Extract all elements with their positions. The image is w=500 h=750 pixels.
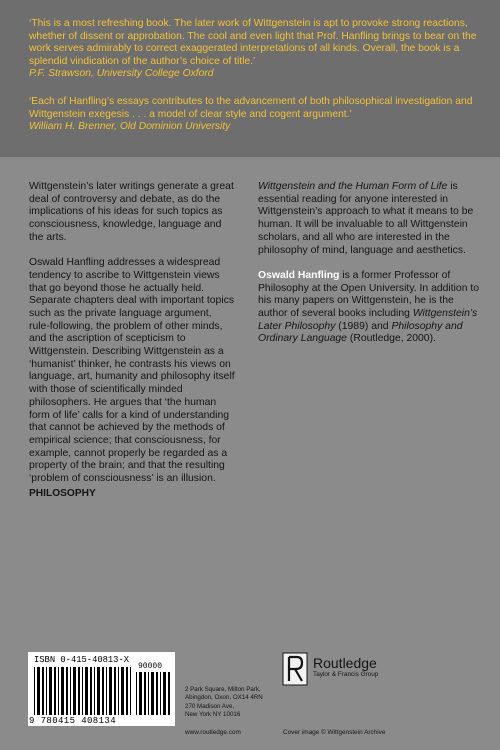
publisher-group: Taylor & Francis Group (313, 671, 379, 678)
isbn-number: 9 780415 408134 (29, 716, 117, 726)
review-quote-1-source: P.F. Strawson, University College Oxford (29, 68, 214, 80)
address-uk-line-1: 2 Park Square, Milton Park, (185, 686, 261, 693)
author-book-2: Philosophy and Ordinary Language (258, 320, 463, 345)
address-uk-line-2: Abingdon, Oxon, OX14 4RN (185, 694, 263, 701)
address-us (185, 703, 240, 719)
blurb-paragraph-3-text: is essential reading for anyone interested in Wittgenstein’s approach to what it means to be human. It will be invaluable to all Wittgenstein scholars, and all who are interested in the philosophy of mind, language and aesthetics. (258, 181, 474, 256)
isbn-label: ISBN 0-415-40813-X (34, 655, 130, 665)
publisher-website: www.routledge.com (185, 729, 241, 736)
price-code: 90000 (138, 662, 163, 671)
review-quote-2-text: ‘Each of Hanfling’s essays contributes to the advancement of both philosophical investigation and Wittgenstein exegesis . . . a model of clear style and cogent argument.’ (29, 96, 473, 120)
author-bio-text-a: is a former Professor of Philosophy at the Open University. In addition to his many papers on Wittgenstein, he is the author of several books including (258, 269, 480, 319)
address-uk (185, 686, 263, 702)
routledge-logo-icon (282, 652, 308, 686)
blurb-paragraph-3 (258, 181, 480, 257)
blurb-paragraph-2: Oswald Hanfling addresses a widespread tendency to ascribe to Wittgenstein views that go beyond those he actually held. Separate chapters deal with important topics such as the private language argument, rule-following, the problem of other minds, and the ascription of scepticism to Wittgenstein. Describing Wittgenstein as a ‘humanist’ thinker, he contrasts his views on language, art, humanity and philosophy itself with those of scientifically minded philosophers. He argues that ‘the human form of life’ calls for a kind of understanding that cannot be achieved by the methods of empirical science; that consciousness, for example, cannot properly be regarded as a property of the brain; and that the resulting ‘problem of consciousness’ is an illusion. (29, 257, 235, 485)
book-title: Wittgenstein and the Human Form of Life (258, 181, 448, 192)
subject-category: PHILOSOPHY (29, 488, 96, 499)
review-quote-2-source: William H. Brenner, Old Dominion University (29, 121, 231, 133)
review-quote-1 (29, 18, 481, 81)
publisher-name: Routledge (313, 655, 377, 671)
cover-image-credit: Cover image © Wittgenstein Archive (283, 729, 386, 736)
blurb-right-column (258, 181, 480, 359)
review-quote-1-text: ‘This is a most refreshing book. The later work of Wittgenstein is apt to provoke strong reactions, whether of dissent or approbation. The cool and even light that Prof. Hanfling brings to bear on the work serves admirably to correct exaggerated interpretations of all kinds. Overall, the book is a splendid vindication of the author’s choice of title.’ (29, 18, 477, 67)
barcode-addon-icon (136, 672, 172, 715)
barcode-icon (34, 667, 134, 715)
address-us-line-1: 270 Madison Ave, (185, 703, 235, 710)
author-bio-text-b: (1989) and (335, 320, 392, 332)
address-us-line-2: New York NY 10016 (185, 711, 241, 718)
review-quote-2 (29, 96, 481, 134)
blurb-paragraph-1: Wittgenstein’s later writings generate a great deal of controversy and debate, as do the implications of his ideas for such topics as consciousness, knowledge, language and the arts. (29, 181, 234, 243)
author-book-1: Wittgenstein’s Later Philosophy (258, 307, 478, 332)
blurb-left-column (29, 181, 235, 498)
author-name: Oswald Hanfling (258, 269, 340, 281)
author-bio (258, 270, 480, 346)
author-bio-text-c: (Routledge, 2000). (346, 333, 436, 345)
